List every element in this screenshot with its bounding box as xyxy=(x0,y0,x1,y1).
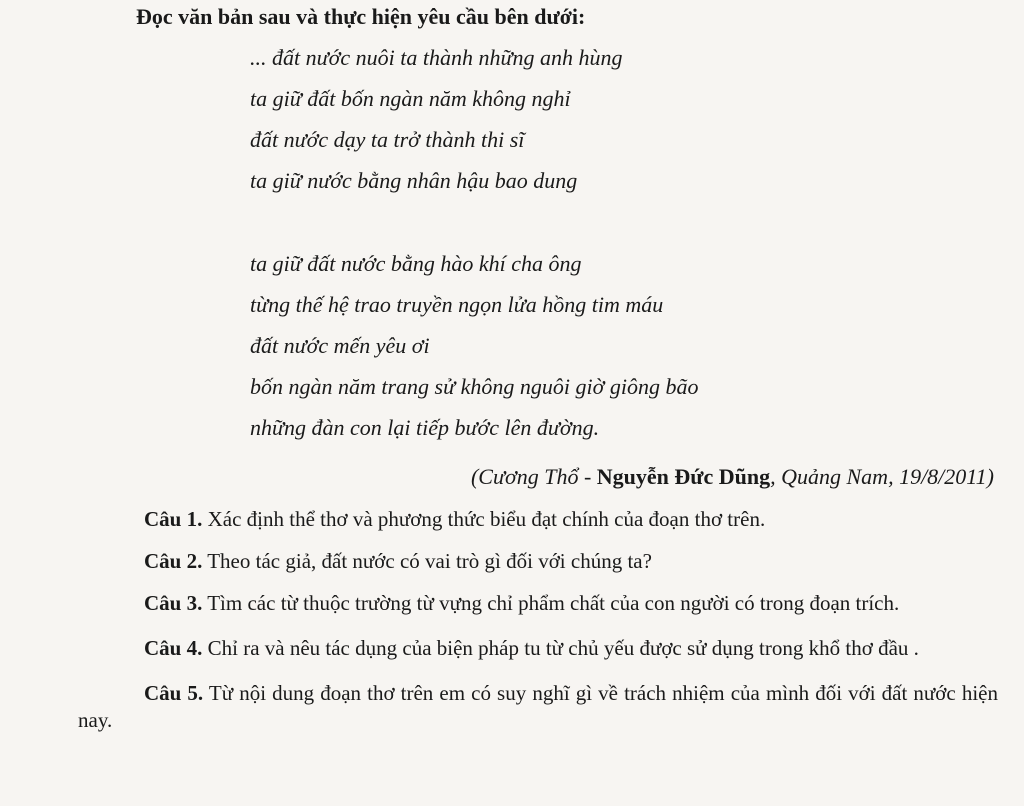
poem-line: ... đất nước nuôi ta thành những anh hùng xyxy=(250,45,623,70)
poem-line: những đàn con lại tiếp bước lên đường. xyxy=(250,415,600,440)
question-item xyxy=(78,635,998,662)
question-item xyxy=(78,506,998,533)
source-place-date: , Quảng Nam, 19/8/2011) xyxy=(770,464,994,489)
question-text: Theo tác giả, đất nước có vai trò gì đối với chúng ta? xyxy=(202,549,652,573)
poem-line: ta giữ đất bốn ngàn năm không nghỉ xyxy=(250,86,571,111)
question-label: Câu 2. xyxy=(144,549,203,573)
question-label: Câu 3. xyxy=(144,591,203,615)
question-text: Từ nội dung đoạn thơ trên em có suy nghĩ gì về trách nhiệm của mình đối với đất nước hiện nay. xyxy=(78,681,998,732)
source-author: Nguyễn Đức Dũng xyxy=(596,464,771,489)
instruction-heading: Đọc văn bản sau và thực hiện yêu cầu bên dưới: xyxy=(136,4,586,29)
question-text: Xác định thể thơ và phương thức biểu đạt chính của đoạn thơ trên. xyxy=(202,507,766,531)
poem-excerpt xyxy=(250,44,698,455)
poem-line: từng thế hệ trao truyền ngọn lửa hồng tim máu xyxy=(250,292,664,317)
poem-source-citation xyxy=(471,464,994,490)
stanza-break xyxy=(250,208,698,250)
poem-line: ta giữ nước bằng nhân hậu bao dung xyxy=(250,168,578,193)
question-list xyxy=(78,506,998,752)
poem-line: đất nước mến yêu ơi xyxy=(250,333,430,358)
question-item xyxy=(78,680,998,734)
question-label: Câu 1. xyxy=(144,507,203,531)
question-text: Tìm các từ thuộc trường từ vựng chỉ phẩm chất của con người có trong đoạn trích. xyxy=(202,591,900,615)
question-item xyxy=(78,548,998,575)
question-text: Chỉ ra và nêu tác dụng của biện pháp tu từ chủ yếu được sử dụng trong khổ thơ đầu . xyxy=(202,636,919,660)
question-label: Câu 4. xyxy=(144,636,203,660)
poem-line: ta giữ đất nước bằng hào khí cha ông xyxy=(250,251,582,276)
poem-line: đất nước dạy ta trở thành thi sĩ xyxy=(250,127,525,152)
question-label: Câu 5. xyxy=(144,681,204,705)
source-title: (Cương Thổ - xyxy=(470,464,597,489)
poem-line: bốn ngàn năm trang sử không nguôi giờ giông bão xyxy=(250,374,699,399)
question-item xyxy=(78,590,998,617)
